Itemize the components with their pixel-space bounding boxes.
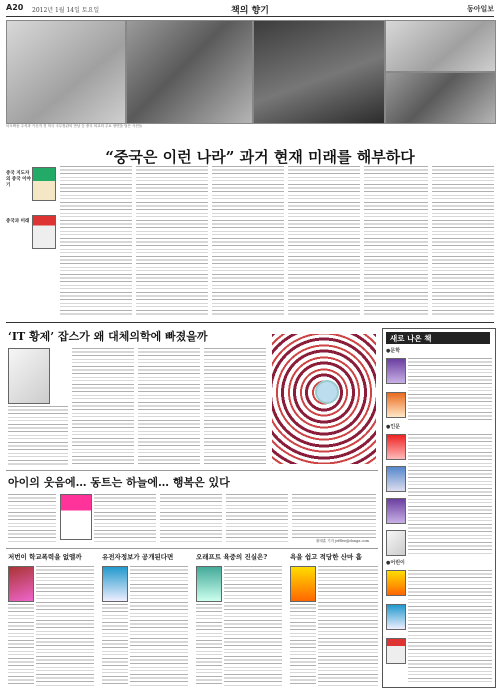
main-headline: “중국은 이런 나라” 과거 현재 미래를 해부하다 <box>105 148 415 166</box>
article-column <box>138 348 200 466</box>
article-column <box>102 604 128 686</box>
book-cover <box>290 566 316 602</box>
section-title: 책의 향기 <box>231 6 269 16</box>
photo-caption: 마오쩌둥 주석과 키신저 전 미국 국무장관의 만남 등 중국 외교의 주요 장면을 담은 사진들 <box>6 124 143 128</box>
article-column <box>212 166 284 316</box>
new-books-title: 새로 나온 책 <box>390 334 432 343</box>
article-column <box>432 166 494 316</box>
bottom-headline-1: 저번이 학교폭력을 없앨까 <box>8 553 82 561</box>
article-column <box>364 166 428 316</box>
photo-handshake <box>385 20 496 72</box>
book-cover-smile <box>60 494 92 540</box>
article-column <box>8 604 34 686</box>
article-column <box>204 348 266 466</box>
article-column <box>196 604 222 686</box>
bottom-headline-4: 욕을 쉽고 적당한 산마 흡 <box>290 553 362 561</box>
book-cover-2 <box>32 215 56 249</box>
article-column <box>36 566 94 686</box>
article-column <box>72 348 134 466</box>
book-cover-jobs <box>8 348 50 404</box>
article-column <box>160 494 222 544</box>
listing-text <box>408 358 492 420</box>
book-cover <box>386 466 406 492</box>
divider <box>6 470 378 471</box>
photo-leaders <box>253 20 385 124</box>
newspaper-brand: 동아일보 <box>466 4 494 13</box>
article-column <box>226 494 288 544</box>
photo-meeting <box>126 20 253 124</box>
page-header <box>6 2 494 17</box>
book-cover <box>386 604 406 630</box>
book-cover <box>386 392 406 418</box>
book-cover <box>386 434 406 460</box>
book-cover <box>8 566 34 602</box>
book-cover <box>386 498 406 524</box>
category-literature: ●문학 <box>386 348 401 354</box>
article-column <box>292 494 376 538</box>
category-humanities: ●인문 <box>386 424 401 430</box>
article-column <box>94 494 156 544</box>
book-cover <box>386 358 406 384</box>
article-column <box>288 166 360 316</box>
book-cover <box>386 638 406 664</box>
category-children: ●어린이 <box>386 560 405 566</box>
issue-date: 2012년 1월 14일 토요일 <box>32 7 100 14</box>
book-cover <box>386 530 406 556</box>
book-cover <box>386 570 406 596</box>
article-column <box>8 406 68 466</box>
bottom-headline-3: 오래프트 육중의 진실은? <box>196 553 268 561</box>
book-title-2: 중국과 미래 <box>6 219 30 224</box>
article-column <box>290 604 316 686</box>
photo-kissinger <box>6 20 126 124</box>
article-column <box>224 566 282 686</box>
photo-portrait <box>385 72 496 124</box>
book-title-1: 중국 지도자의 중국 이야기 <box>6 171 31 188</box>
it-headline: ‘IT 황제’ 잡스가 왜 대체의학에 빠졌을까 <box>8 330 208 343</box>
book-cover <box>196 566 222 602</box>
byline: 황태훈 기자 jefflee@donga.com <box>316 539 369 543</box>
article-column <box>8 494 56 544</box>
book-cover-1 <box>32 167 56 201</box>
article-column <box>60 166 132 316</box>
book-cover <box>102 566 128 602</box>
section-divider <box>6 322 494 323</box>
smile-headline: 아이의 웃음에… 동트는 하늘에… 행복은 있다 <box>8 476 230 489</box>
eye-icon <box>315 380 339 404</box>
article-column <box>136 166 208 316</box>
listing-text <box>408 434 492 554</box>
listing-text <box>408 570 492 682</box>
article-column <box>130 566 188 686</box>
page-number: A20 <box>6 3 24 12</box>
bottom-headline-2: 유전자정보가 공개된다면 <box>102 553 174 561</box>
article-column <box>318 566 378 686</box>
divider <box>6 548 378 549</box>
